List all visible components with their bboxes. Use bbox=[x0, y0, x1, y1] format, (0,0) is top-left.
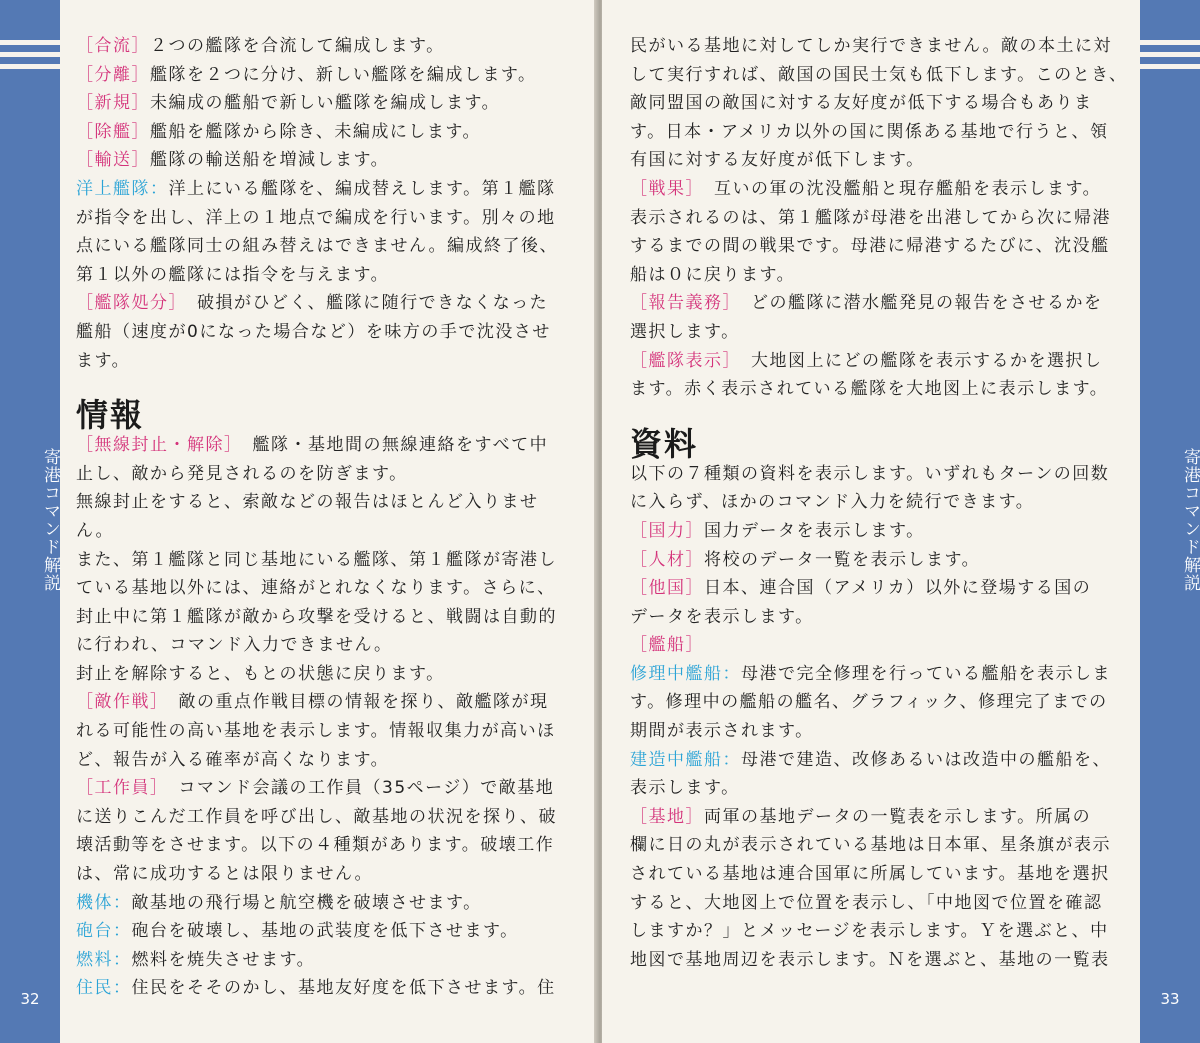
kosaku-line: ［工作員］ コマンド会議の工作員（35ページ）で敵基地 bbox=[76, 778, 555, 799]
right-side-band bbox=[1140, 0, 1200, 1043]
right-page bbox=[602, 0, 1200, 1043]
cont-line: して実行すれば、敵国の国民士気も低下します。このとき、 bbox=[630, 64, 1128, 85]
item-kokuryoku: ［国力］国力データを表示します。 bbox=[630, 520, 925, 541]
kosaku-line: 壊活動等をさせます。以下の４種類があります。破壊工作 bbox=[76, 835, 555, 856]
musen-line: ている基地以外には、連絡がとれなくなります。さらに、 bbox=[76, 578, 556, 599]
musen-line: 封止を解除すると、もとの状態に戻ります。 bbox=[76, 663, 445, 684]
shobun-line: ます。 bbox=[76, 350, 131, 371]
item-bunri: ［分離］艦隊を２つに分け、新しい艦隊を編成します。 bbox=[76, 64, 537, 85]
hyoji-line: ます。赤く表示されている艦隊を大地図上に表示します。 bbox=[630, 379, 1109, 400]
kichi-line: 欄に日の丸が表示されている基地は日本軍、星条旗が表示 bbox=[630, 835, 1111, 856]
item-jinzai: ［人材］将校のデータ一覧を表示します。 bbox=[630, 549, 981, 570]
right-page-number: 33 bbox=[1160, 990, 1180, 1008]
item-kansen: ［艦船］ bbox=[630, 635, 704, 656]
cont-line: 民がいる基地に対してしか実行できません。敵の本土に対 bbox=[630, 36, 1113, 56]
cont-line: す。日本・アメリカ以外の国に関係ある基地で行うと、領 bbox=[630, 121, 1109, 142]
band-stripes bbox=[1140, 40, 1200, 76]
kosaku-item-kitai: 機体：敵基地の飛行場と航空機を破壊させます。 bbox=[76, 892, 482, 913]
left-content bbox=[76, 32, 576, 1003]
yojo-line: が指令を出し、洋上の１地点で編成を行います。別々の地 bbox=[76, 207, 556, 228]
senka-line: 表示されるのは、第１艦隊が母港を出港してから次に帰港 bbox=[630, 207, 1111, 228]
senka-line: ［戦果］ 互いの軍の沈没艦船と現存艦船を表示します。 bbox=[630, 178, 1102, 199]
kenzo-line: 建造中艦船：母港で建造、改修あるいは改造中の艦船を、 bbox=[630, 749, 1111, 770]
kosaku-line: は、常に成功するとは限りません。 bbox=[76, 864, 374, 885]
shuri-line: す。修理中の艦船の艦名、グラフィック、修理完了までの bbox=[630, 692, 1108, 713]
section-heading-shiryo: 資料 bbox=[630, 424, 699, 463]
tekisaku-line: れる可能性の高い基地を表示します。情報収集力が高いほ bbox=[76, 721, 556, 742]
item-shinki: ［新規］未編成の艦船で新しい艦隊を編成します。 bbox=[76, 93, 501, 114]
left-page-number: 32 bbox=[20, 990, 40, 1008]
senka-line: するまでの間の戦果です。母港に帰港するたびに、沈没艦 bbox=[630, 236, 1110, 257]
musen-line: また、第１艦隊と同じ基地にいる艦隊、第１艦隊が寄港し bbox=[76, 549, 557, 570]
kichi-line: 地図で基地周辺を表示します。Ｎを選ぶと、基地の一覧表 bbox=[630, 949, 1110, 970]
kichi-line: されている基地は連合国軍に所属しています。基地を選択 bbox=[630, 864, 1110, 885]
musen-line: 無線封止をすると、索敵などの報告はほとんど入りません。 bbox=[76, 492, 539, 541]
shobun-line: 艦船（速度が0になった場合など）を味方の手で沈没させ bbox=[76, 321, 551, 342]
yojo-line: 第１以外の艦隊には指令を与えます。 bbox=[76, 264, 390, 285]
kosaku-item-nenryo: 燃料：燃料を焼失させます。 bbox=[76, 949, 316, 970]
kichi-line: しますか？」とメッセージを表示します。Ｙを選ぶと、中 bbox=[630, 921, 1109, 942]
section-heading-joho: 情報 bbox=[76, 396, 145, 435]
musen-line: に行われ、コマンド入力できません。 bbox=[76, 635, 393, 656]
tekisaku-line: ［敵作戦］ 敵の重点作戦目標の情報を探り、敵艦隊が現 bbox=[76, 692, 549, 713]
cont-line: 有国に対する友好度が低下します。 bbox=[630, 150, 925, 171]
shuri-line: 修理中艦船：母港で完全修理を行っている艦船を表示しま bbox=[630, 663, 1111, 684]
left-side-band bbox=[0, 0, 60, 1043]
musen-line: ［無線封止・解除］ 艦隊・基地間の無線連絡をすべて中 bbox=[76, 435, 549, 456]
right-content bbox=[630, 32, 1135, 974]
musen-line: 封止中に第１艦隊が敵から攻撃を受けると、戦闘は自動的 bbox=[76, 606, 557, 627]
hyoji-line: ［艦隊表示］ 大地図上にどの艦隊を表示するかを選択し bbox=[630, 350, 1103, 371]
takoku-line: データを表示します。 bbox=[630, 606, 814, 627]
intro-line: に入らず、ほかのコマンド入力を続行できます。 bbox=[630, 492, 1035, 513]
item-yuso: ［輸送］艦隊の輸送船を増減します。 bbox=[76, 150, 390, 171]
kosaku-item-jumin: 住民：住民をそそのかし、基地友好度を低下させます。住 bbox=[76, 978, 556, 999]
item-gouryu: ［合流］２つの艦隊を合流して編成します。 bbox=[76, 36, 445, 56]
kosaku-line: に送りこんだ工作員を呼び出し、敵基地の状況を探り、破 bbox=[76, 806, 557, 827]
tekisaku-line: ど、報告が入る確率が高くなります。 bbox=[76, 749, 390, 770]
left-page bbox=[0, 0, 598, 1043]
kichi-line: ［基地］両軍の基地データの一覧表を示します。所属の bbox=[630, 806, 1092, 827]
hokoku-line: ［報告義務］ どの艦隊に潜水艦発見の報告をさせるかを bbox=[630, 293, 1103, 314]
cont-line: 敵同盟国の敵国に対する友好度が低下する場合もありま bbox=[630, 93, 1093, 114]
senka-line: 船は０に戻ります。 bbox=[630, 264, 796, 285]
shobun-line: ［艦隊処分］ 破損がひどく、艦隊に随行できなくなった bbox=[76, 293, 549, 314]
yojo-line: 点にいる艦隊同士の組み替えはできません。編成終了後、 bbox=[76, 236, 559, 257]
left-spine-label: 寄港コマンド解説 bbox=[40, 448, 60, 592]
musen-line: 止し、敵から発見されるのを防ぎます。 bbox=[76, 463, 408, 484]
band-stripes bbox=[0, 40, 60, 76]
takoku-line: ［他国］日本、連合国（アメリカ）以外に登場する国の bbox=[630, 578, 1092, 599]
kichi-line: すると、大地図上で位置を表示し、「中地図で位置を確認 bbox=[630, 892, 1103, 913]
intro-line: 以下の７種類の資料を表示します。いずれもターンの回数 bbox=[630, 463, 1110, 484]
kenzo-line: 表示します。 bbox=[630, 778, 740, 799]
hokoku-line: 選択します。 bbox=[630, 321, 740, 342]
yojo-line: 洋上艦隊：洋上にいる艦隊を、編成替えします。第１艦隊 bbox=[76, 178, 556, 199]
kosaku-item-houdai: 砲台：砲台を破壊し、基地の武装度を低下させます。 bbox=[76, 921, 519, 942]
right-spine-label: 寄港コマンド解説 bbox=[1180, 448, 1200, 592]
item-jokan: ［除艦］艦船を艦隊から除き、未編成にします。 bbox=[76, 121, 481, 142]
shuri-line: 期間が表示されます。 bbox=[630, 721, 814, 742]
